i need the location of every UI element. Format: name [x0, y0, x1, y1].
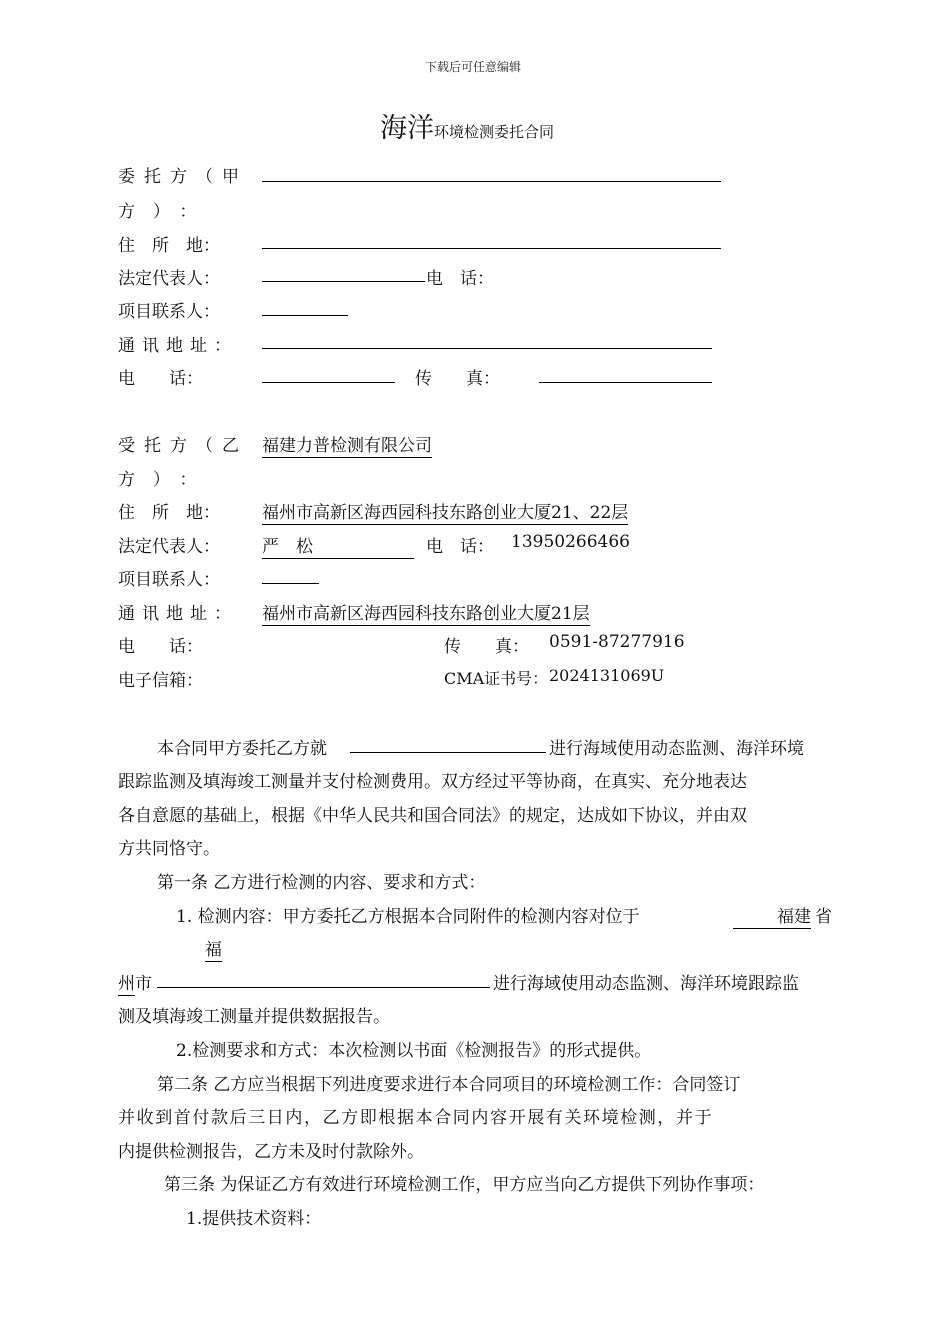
article-1-province: [733, 902, 811, 929]
party-b-contact-label: 项目联系人：: [118, 570, 220, 590]
party-b-tel-label: 电 话：: [118, 637, 203, 657]
party-b-cma: 2024131069U: [549, 666, 665, 685]
party-a-mail-line: [262, 348, 712, 349]
article-2-line1: 第二条 乙方应当根据下列进度要求进行本合同项目的环境检测工作：合同签订: [157, 1075, 741, 1095]
city-a-text: 福: [205, 940, 222, 960]
province-text: 福建: [733, 902, 811, 929]
document-title: [380, 106, 554, 145]
title-main: 海洋: [380, 113, 434, 144]
party-a-rep-line: [262, 281, 425, 282]
header-note: 下载后可任意编辑: [425, 60, 522, 74]
title-sub: 环境检测委托合同: [434, 123, 555, 141]
party-b-address-label: 住 所 地：: [118, 503, 220, 523]
party-b-mail: [262, 599, 590, 624]
party-a-fax-label: 传 真：: [415, 369, 500, 389]
party-b-phone: 13950266466: [511, 532, 630, 552]
article-3-title: 第三条 为保证乙方有效进行环境检测工作，甲方应当向乙方提供下列协作事项：: [164, 1175, 765, 1195]
party-b-contact-line: [262, 583, 319, 584]
party-b-fax-label: 传 真：: [444, 637, 529, 657]
article-1-title: 第一条 乙方进行检测的内容、要求和方式：: [157, 873, 486, 893]
party-a-tel-label: 电 话：: [118, 369, 203, 389]
party-b-mail-text: 福州市高新区海西园科技东路创业大厦21层: [262, 604, 590, 624]
party-a-contact-line: [262, 315, 348, 316]
article-2-line3: 内提供检测报告，乙方未及时付款除外。: [118, 1142, 424, 1162]
party-b-address: [262, 498, 628, 523]
party-a-fax-line: [539, 382, 712, 383]
article-1-city-b: [118, 969, 152, 994]
party-b-email-label: 电子信箱：: [118, 671, 203, 691]
party-b-phone-label: 电 话：: [426, 537, 494, 557]
city-b-text: 州: [118, 974, 135, 994]
intro-para-end: 进行海域使用动态监测、海洋环境: [549, 739, 804, 759]
intro-para-start: 本合同甲方委托乙方就: [157, 739, 327, 759]
party-a-label: 委托方（甲: [118, 167, 248, 187]
party-a-name-line: [262, 181, 721, 182]
party-b-name-text: 福建力普检测有限公司: [262, 436, 432, 456]
article-1-province-suffix: 省: [815, 907, 832, 927]
party-a-address-label: 住 所 地：: [118, 236, 220, 256]
party-b-cma-label: CMA证书号：: [444, 669, 549, 688]
party-a-rep-label: 法定代表人：: [118, 269, 220, 289]
intro-para-line3: 各自意愿的基础上，根据《中华人民共和国合同法》的规定，达成如下协议，并由双: [118, 806, 747, 826]
party-b-address-text: 福州市高新区海西园科技东路创业大厦21、22层: [262, 503, 629, 523]
party-b-rep: [262, 532, 414, 559]
intro-para-line4: 方共同恪守。: [118, 839, 220, 859]
party-a-tel-line: [262, 382, 395, 383]
article-1-item-1: 1. 检测内容：甲方委托乙方根据本合同附件的检测内容对位于: [176, 907, 640, 927]
party-b-fax: 0591-87277916: [549, 632, 685, 652]
party-a-phone-label: 电 话：: [426, 269, 494, 289]
article-1-city-a: [205, 935, 222, 960]
party-b-name: [262, 431, 432, 456]
party-a-mail-label: 通讯地址：: [118, 336, 238, 356]
city-suffix: 市: [135, 974, 152, 994]
party-a-address-line: [262, 248, 721, 249]
party-a-contact-label: 项目联系人：: [118, 302, 220, 322]
party-b-label: 受托方（乙: [118, 436, 248, 456]
location-line: [157, 987, 490, 988]
article-2-line2: 并收到首付款后三日内，乙方即根据本合同内容开展有关环境检测，并于: [118, 1108, 714, 1128]
article-3-item-1: 1.提供技术资料：: [186, 1209, 322, 1229]
party-a-label-cont: 方）：: [118, 202, 215, 222]
article-1-item-1-end: 进行海域使用动态监测、海洋环境跟踪监: [493, 974, 799, 994]
project-name-line: [350, 752, 546, 753]
intro-para-line2: 跟踪监测及填海竣工测量并支付检测费用。双方经过平等协商，在真实、充分地表达: [118, 772, 747, 792]
party-b-mail-label: 通讯地址：: [118, 604, 238, 624]
party-b-rep-text: 严 松: [262, 532, 414, 559]
article-1-item-1-line3: 测及填海竣工测量并提供数据报告。: [118, 1007, 390, 1027]
article-1-item-2: 2.检测要求和方式：本次检测以书面《检测报告》的形式提供。: [176, 1041, 652, 1061]
party-b-rep-label: 法定代表人：: [118, 537, 220, 557]
party-b-label-cont: 方）：: [118, 470, 215, 490]
